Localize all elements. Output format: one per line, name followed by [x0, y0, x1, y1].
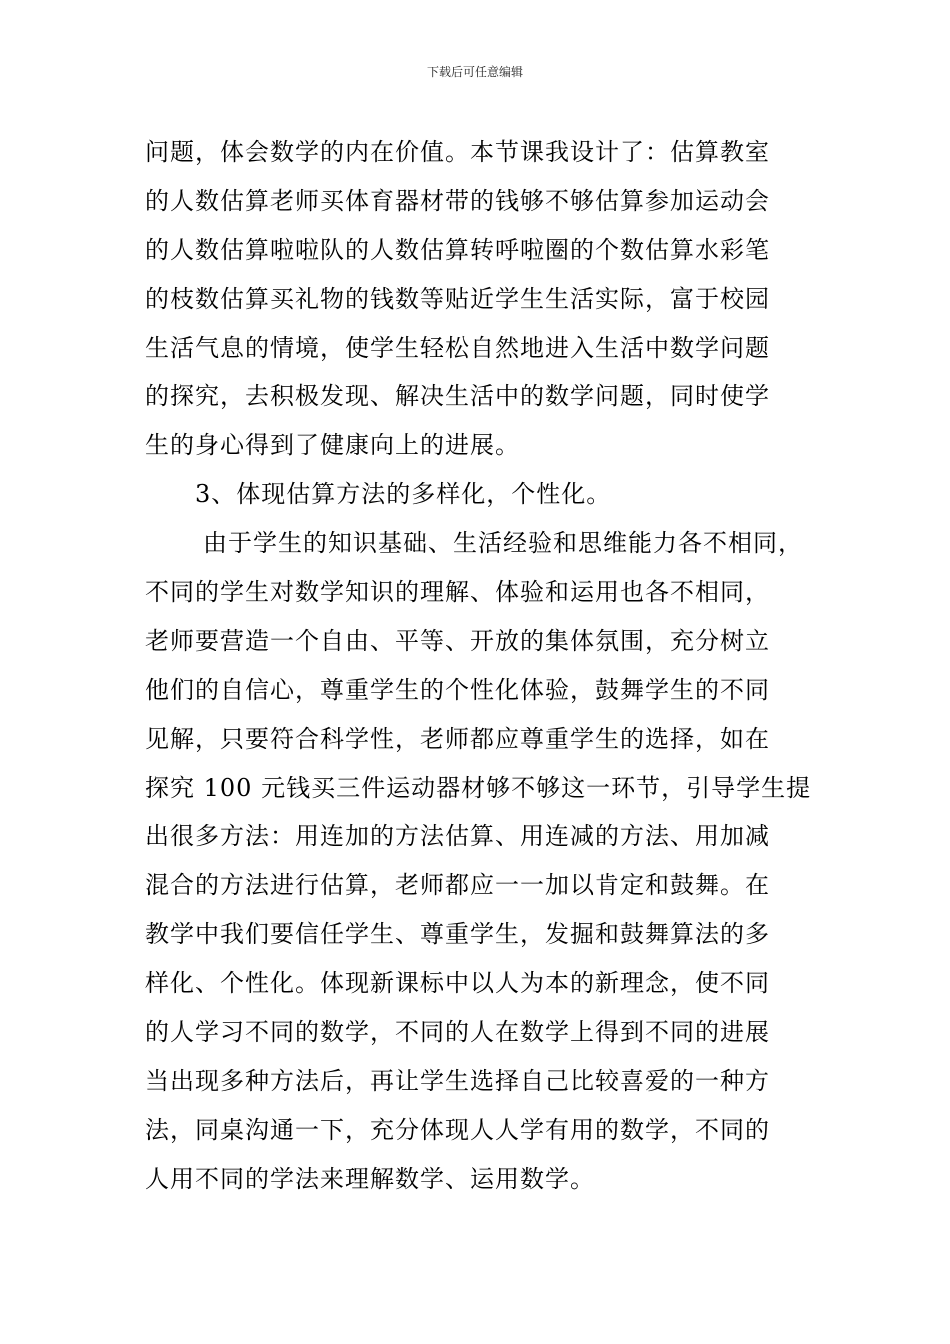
text-line: 出很多方法：用连加的方法估算、用连减的方法、用加减	[145, 822, 770, 851]
document-body	[145, 128, 825, 1204]
text-line: 探究 100 元钱买三件运动器材够不够这一环节，引导学生提	[145, 773, 812, 802]
text-line: 的人数估算啦啦队的人数估算转呼啦圈的个数估算水彩笔	[145, 235, 770, 264]
text-line: 生的身心得到了健康向上的进展。	[145, 431, 520, 460]
text-line: 的人数估算老师买体育器材带的钱够不够估算参加运动会	[145, 186, 770, 215]
text-line: 的人学习不同的数学，不同的人在数学上得到不同的进展	[145, 1018, 770, 1047]
text-line: 人用不同的学法来理解数学、运用数学。	[145, 1164, 595, 1193]
text-line: 见解，只要符合科学性，老师都应尊重学生的选择，如在	[145, 724, 770, 753]
text-line: 的探究，去积极发现、解决生活中的数学问题，同时使学	[145, 382, 770, 411]
text-line: 老师要营造一个自由、平等、开放的集体氛围，充分树立	[145, 626, 770, 655]
text-line: 教学中我们要信任学生、尊重学生，发掘和鼓舞算法的多	[145, 920, 770, 949]
text-line: 生活气息的情境，使学生轻松自然地进入生活中数学问题	[145, 333, 770, 362]
page-header: 下载后可任意编辑	[426, 65, 523, 79]
section-heading: 3、体现估算方法的多样化，个性化。	[195, 480, 612, 509]
text-line: 混合的方法进行估算，老师都应一一加以肯定和鼓舞。在	[145, 871, 770, 900]
text-line: 由于学生的知识基础、生活经验和思维能力各不相同，	[203, 529, 803, 558]
text-line: 法，同桌沟通一下，充分体现人人学有用的数学，不同的	[145, 1115, 770, 1144]
text-line: 他们的自信心，尊重学生的个性化体验，鼓舞学生的不同	[145, 675, 770, 704]
text-line: 的枝数估算买礼物的钱数等贴近学生生活实际，富于校园	[145, 284, 770, 313]
text-line: 不同的学生对数学知识的理解、体验和运用也各不相同，	[145, 578, 770, 607]
text-line: 样化、个性化。体现新课标中以人为本的新理念，使不同	[145, 969, 770, 998]
text-line: 问题，体会数学的内在价值。本节课我设计了：估算教室	[145, 138, 770, 166]
text-line: 当出现多种方法后，再让学生选择自己比较喜爱的一种方	[145, 1066, 770, 1095]
